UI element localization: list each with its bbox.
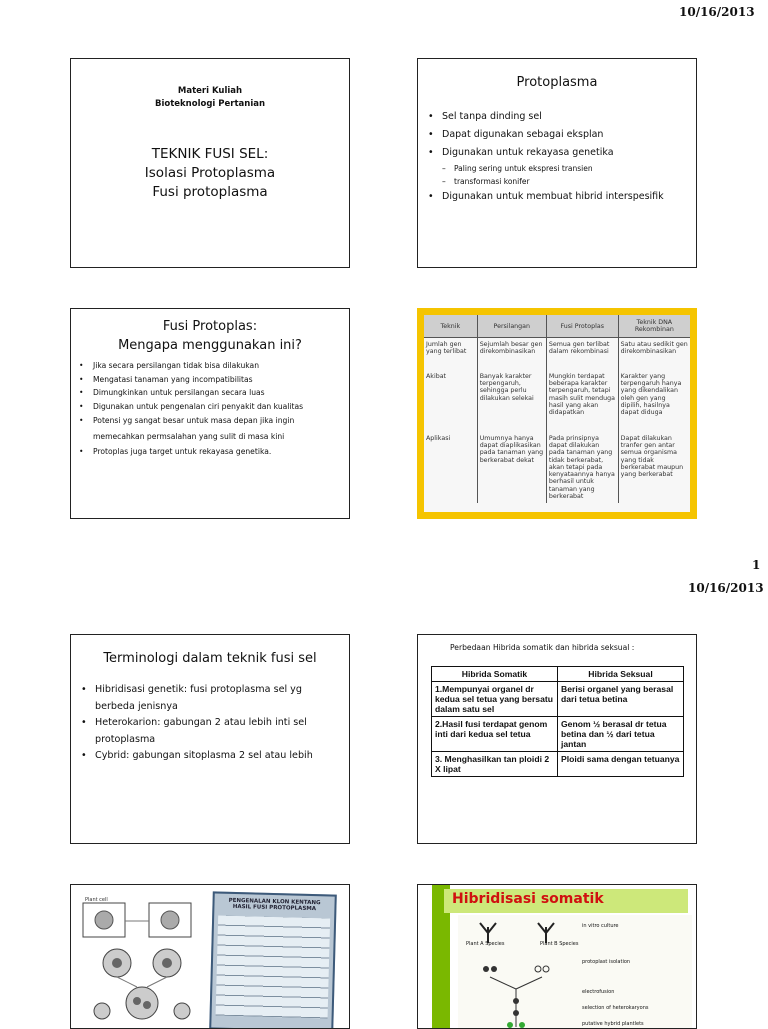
step-label: putative hybrid plantlets [582,1021,644,1027]
bullet-item: • Dimungkinkan untuk persilangan secara luas [83,386,341,400]
course-label: Materi Kuliah [177,86,243,96]
table-cell: Genom ½ berasal dr tetua betina dan ½ dari tetua jantan [558,717,684,752]
page-date: 10/16/2013 [679,5,755,19]
bullet-item: • Potensi yg sangat besar untuk masa depan jika ingin memecahkan permsalahan yang sulit di masa kini [83,413,341,445]
hybrid-comparison-table [431,666,684,777]
table-cell: Pada prinsipnya dapat dilakukan pada tanaman yang tidak berkerabat, akan tetapi pada kenyataannya hanya berhasil untuk tanaman yang berkerabat [546,432,618,503]
slide-fusi-protoplas [70,308,350,519]
slide-title [70,58,350,268]
table-cell: Berisi organel yang berasal dari tetua betina [558,682,684,717]
step-label: protoplast isolation [582,959,631,965]
sub-bullet-item: – transformasi konifer [444,175,696,188]
table-header: Fusi Protoplas [546,315,618,338]
table-cell: Dapat dilakukan tranfer gen antar semua organisma yang tidak berkerabat maupun yang berkerabat [620,435,684,479]
bullet-item: • Cybrid: gabungan sitoplasma 2 sel atau lebih [85,748,339,765]
step-label: electrofusion [582,989,615,995]
sub-bullet-item: – Paling sering untuk ekspresi transien [444,162,696,175]
table-cell: Akibat [424,370,477,432]
slide-heading: Hibridisasi somatik [452,891,604,907]
table-row [424,370,690,432]
table-cell: Semua gen terlibat dalam rekombinasi [546,338,618,371]
fusion-diagram [458,915,568,1029]
slide-hibridisasi-somatik [417,884,697,1029]
document-photo [209,891,337,1029]
table-cell: 1.Mempunyai organel dr kedua sel tetua yang bersatu dalam satu sel [432,682,558,717]
slide-terminologi [70,634,350,844]
slide-heading: Fusi Protoplas: [162,319,258,334]
bullet-item: • Jika secara persilangan tidak bisa dilakukan [83,359,341,373]
table-cell: Satu atau sedikit gen direkombinasikan [620,341,688,356]
bullet-item: • Digunakan untuk pengenalan ciri penyakit dan kualitas [83,400,341,414]
slide-protoplast-photos [70,884,350,1029]
table-cell: Karakter yang terpengaruh hanya yang dikendalikan oleh gen yang dipilih, hasilnya dapat diduga [620,373,682,417]
table-row [432,752,684,777]
table-row [432,682,684,717]
table-header: Hibrida Somatik [432,667,558,682]
document-table-lines [216,916,331,1019]
diagram-label: Plant cell [85,897,108,903]
table-header: Teknik [424,315,477,338]
bullet-item: • Mengatasi tanaman yang incompatibilitas [83,373,341,387]
plant-b-label: Plant B Species [540,941,579,947]
slide-heading: Protoplasma [516,75,598,90]
bullet-item: • Heterokarion: gabungan 2 atau lebih inti sel protoplasma [85,715,339,748]
bullet-item: • Protoplas juga target untuk rekayasa genetika. [83,445,341,459]
table-row [424,432,690,503]
table-cell: Aplikasi [424,432,477,503]
bullet-item: • Sel tanpa dinding sel [432,108,696,126]
comparison-table [424,315,690,503]
step-label: selection of heterokaryons [582,1005,649,1011]
protoplast-diagram [77,891,207,1029]
bullet-item: • Hibridisasi genetik: fusi protoplasma sel yg berbeda jenisnya [85,682,339,715]
table-header: Hibrida Seksual [558,667,684,682]
table-cell: Banyak karakter terpengaruh, sehingga perlu dilakukan selekai [477,370,546,432]
page-number: 1 [752,558,761,572]
table-cell: 3. Menghasilkan tan ploidi 2 X lipat [432,752,558,777]
culture-label: in vitro culture [582,923,619,929]
slide-heading-line3: Fusi protoplasma [152,184,268,200]
course-subject: Bioteknologi Pertanian [154,99,266,109]
table-cell: Ploidi sama dengan tetuanya [558,752,684,777]
bullet-item: • Digunakan untuk rekayasa genetika [432,144,696,162]
diagram-area [458,915,692,1029]
table-row [432,717,684,752]
table-cell: Mungkin terdapat beberapa karakter terpengaruh, tetapi masih sulit menduga hasil yang akan didapatkan [546,370,618,432]
slide-heading: Perbedaan Hibrida somatik dan hibrida seksual : [450,643,635,652]
bullet-item: • Digunakan untuk membuat hibrid interspesifik [432,188,696,206]
slide-heading-line2: Isolasi Protoplasma [144,165,276,181]
table-cell: Sejumlah besar gen direkombinasikan [477,338,546,371]
page-date: 10/16/2013 [688,581,764,595]
bullet-item: • Dapat digunakan sebagai eksplan [432,126,696,144]
table-cell: Jumlah gen yang terlibat [424,338,477,371]
plant-a-label: Plant A Species [466,941,505,947]
slide-heading: Terminologi dalam teknik fusi sel [103,651,317,666]
slide-heading: TEKNIK FUSI SEL: [151,146,269,162]
table-header: Teknik DNA Rekombinan [618,315,690,338]
slide-protoplasma [417,58,697,268]
table-cell: 2.Hasil fusi terdapat genom inti dari kedua sel tetua [432,717,558,752]
slide-perbedaan-hibrida [417,634,697,844]
table-row [424,338,690,371]
document-title: PENGENALAN KLON KENTANG HASIL FUSI PROTOPLASMA [228,897,321,913]
slide-heading-line2: Mengapa menggunakan ini? [118,338,302,353]
table-header: Persilangan [477,315,546,338]
comparison-table-image [424,315,690,512]
table-cell: Umumnya hanya dapat diaplikasikan pada tanaman yang berkerabat dekat [477,432,546,503]
slide-comparison-table [417,308,697,519]
